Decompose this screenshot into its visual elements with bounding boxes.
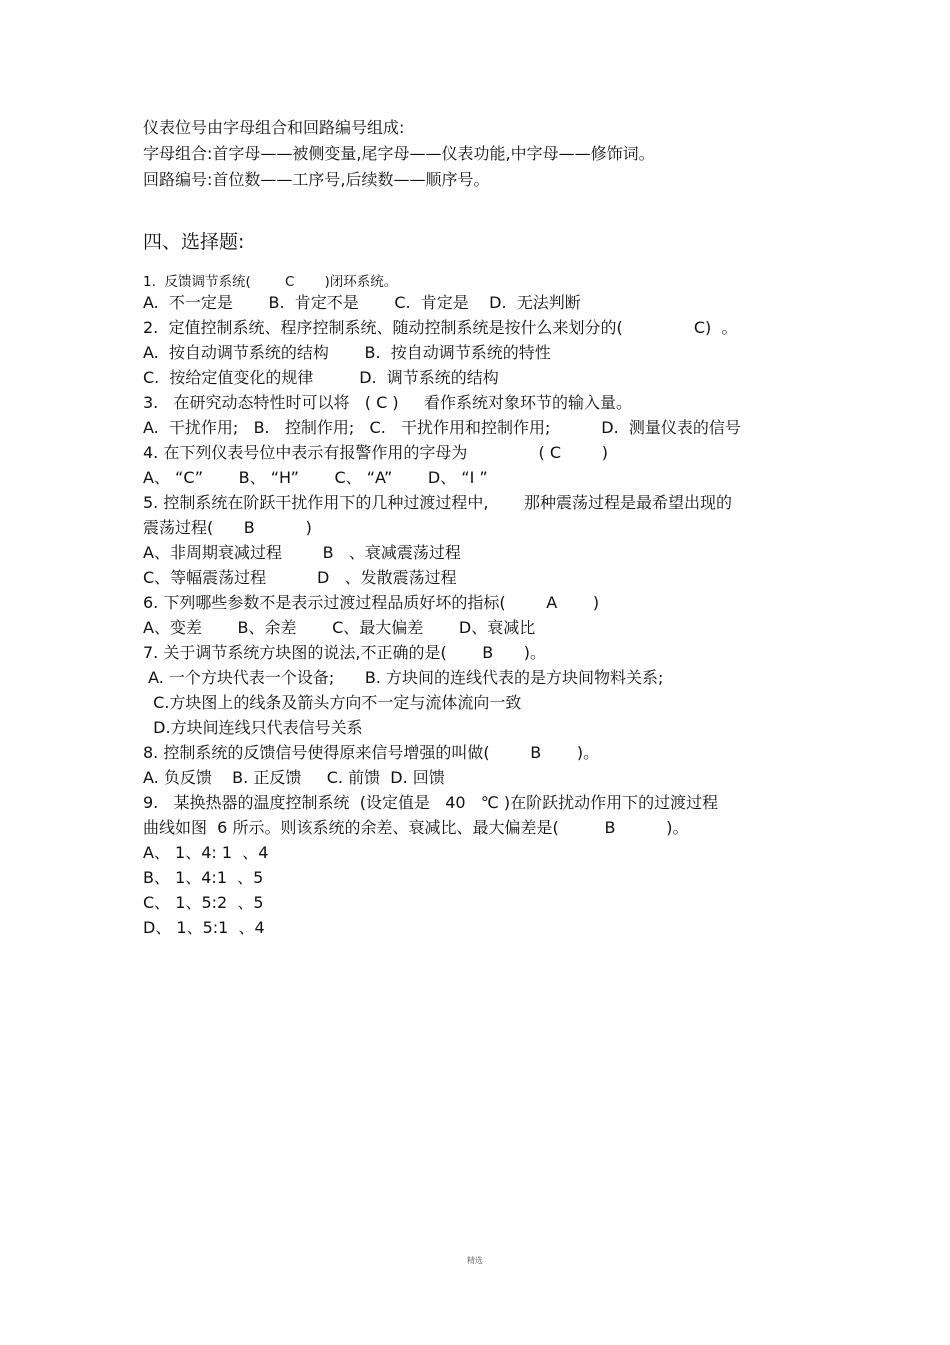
option-line: D.方块间连线只代表信号关系: [143, 718, 363, 737]
option-line: A. 负反馈 B. 正反馈 C. 前馈 D. 回馈: [143, 768, 445, 787]
option-line: A. 干扰作用; B. 控制作用; C. 干扰作用和控制作用; D. 测量仪表的信号: [143, 418, 741, 437]
option-line: A、变差 B、余差 C、最大偏差 D、衰减比: [143, 618, 536, 637]
option-line: A. 不一定是 B. 肯定不是 C. 肯定是 D. 无法判断: [143, 293, 581, 312]
question-line: 8. 控制系统的反馈信号使得原来信号增强的叫做( B )。: [143, 743, 600, 762]
question-line: 4. 在下列仪表号位中表示有报警作用的字母为 ( C ): [143, 443, 608, 462]
option-line: A. 按自动调节系统的结构 B. 按自动调节系统的特性: [143, 343, 551, 362]
option-line: A、非周期衰减过程 B 、衰减震荡过程: [143, 543, 461, 562]
option-line: C、等幅震荡过程 D 、发散震荡过程: [143, 568, 457, 587]
page-footer: 精选: [467, 1256, 483, 1265]
question-line: 7. 关于调节系统方块图的说法,不正确的是( B )。: [143, 643, 547, 662]
question-line: 6. 下列哪些参数不是表示过渡过程品质好坏的指标( A ): [143, 593, 600, 612]
intro-line: 字母组合:首字母——被侧变量,尾字母——仪表功能,中字母——修饰词。: [143, 144, 655, 163]
intro-line: 仪表位号由字母组合和回路编号组成:: [143, 118, 405, 137]
question-line: 曲线如图 6 所示。则该系统的余差、衰减比、最大偏差是( B )。: [143, 818, 689, 837]
option-line: B、 1、4:1 、5: [143, 868, 264, 887]
option-line: C. 按给定值变化的规律 D. 调节系统的结构: [143, 368, 499, 387]
intro-line: 回路编号:首位数——工序号,后续数——顺序号。: [143, 170, 490, 189]
question-line: 2. 定值控制系统、程序控制系统、随动控制系统是按什么来划分的( C) 。: [143, 318, 738, 337]
option-line: C.方块图上的线条及箭头方向不一定与流体流向一致: [143, 693, 522, 712]
question-line: 3. 在研究动态特性时可以将 ( C ) 看作系统对象环节的输入量。: [143, 393, 633, 412]
question-line: 震荡过程( B ): [143, 518, 312, 537]
question-line: 5. 控制系统在阶跃干扰作用下的几种过渡过程中, 那种震荡过程是最希望出现的: [143, 493, 733, 512]
option-line: A、 1、4: 1 、4: [143, 843, 269, 862]
section-heading: 四、选择题:: [143, 231, 245, 253]
option-line: A. 一个方块代表一个设备; B. 方块间的连线代表的是方块间物料关系;: [143, 668, 664, 687]
option-line: D、 1、5:1 、4: [143, 918, 265, 937]
question-line: 1. 反馈调节系统( C )闭环系统。: [143, 274, 398, 290]
option-line: A、 “C” B、 “H” C、 “A” D、 “I ”: [143, 468, 488, 487]
option-line: C、 1、5:2 、5: [143, 893, 264, 912]
question-line: 9. 某换热器的温度控制系统 (设定值是 40 ℃ )在阶跃扰动作用下的过渡过程: [143, 793, 719, 812]
